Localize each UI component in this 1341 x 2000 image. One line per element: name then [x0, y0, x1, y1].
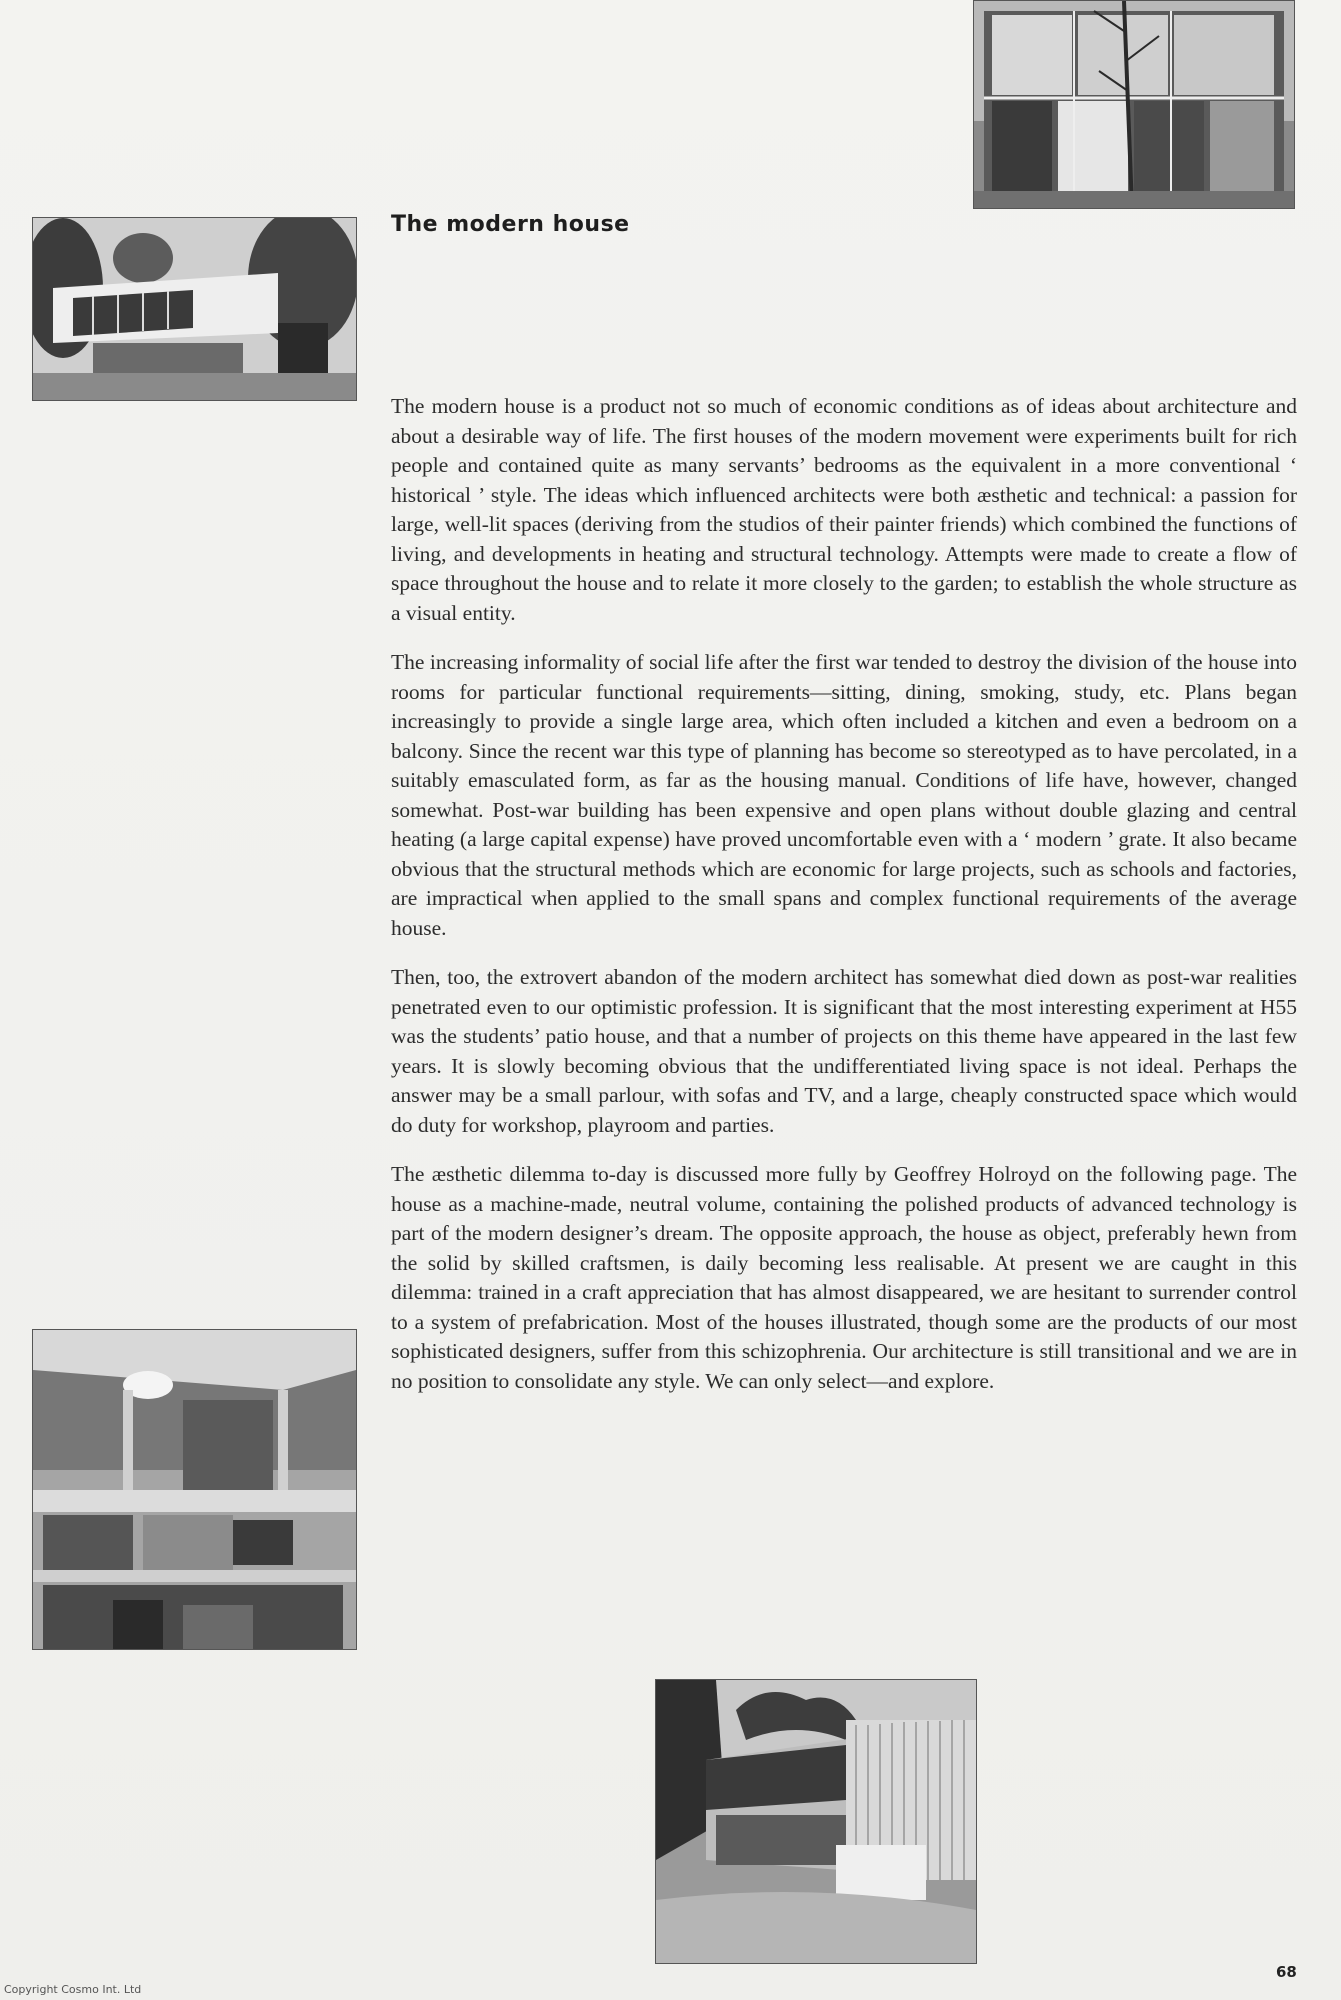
article-body [391, 392, 1297, 1416]
article-title: The modern house [391, 212, 630, 237]
photo-glass-house-facade [973, 0, 1295, 209]
concrete-building-illustration [33, 1330, 356, 1649]
photo-concrete-building [32, 1329, 357, 1650]
glass-house-illustration [974, 1, 1294, 208]
paragraph-1: The modern house is a product not so much of economic conditions as of ideas about architecture and about a desirable way of life. The first houses of the modern movement were experiments built for rich people and contained quite as many servants’ bedrooms as the equivalent in a more conventional ‘ historical ’ style. The ideas which influenced architects were both æsthetic and technical: a passion for large, well-lit spaces (deriving from the studios of their painter friends) which combined the functions of living, and developments in heating and structural technology. Attempts were made to create a flow of space throughout the house and to relate it more closely to the garden; to establish the whole structure as a visual entity. [391, 394, 1297, 625]
photo-slatted-house [655, 1679, 977, 1964]
cantilever-house-illustration [33, 218, 356, 400]
slatted-house-illustration [656, 1680, 976, 1963]
photo-cantilever-house [32, 217, 357, 401]
paragraph-2: The increasing informality of social life after the first war tended to destroy the division of the house into rooms for particular functional requirements—sitting, dining, smoking, study, etc. Plans began increasingly to provide a single large area, which often included a kitchen and even a bedroom on a balcony. Since the recent war this type of planning has become so stereotyped as to have percolated, in a suitably emasculated form, as far as the housing manual. Conditions of life have, however, changed somewhat. Post-war building has been expensive and open plans without double glazing and central heating (a large capital expense) have proved uncomfortable even with a ‘ modern ’ grate. It also became obvious that the structural methods which are economic for large projects, such as schools and factories, are impractical when applied to the small spans and complex functional requirements of the average house. [391, 650, 1297, 940]
page-number: 68 [1276, 1963, 1297, 1981]
copyright-notice: Copyright Cosmo Int. Ltd [4, 1983, 142, 1996]
paragraph-4: The æsthetic dilemma to-day is discussed more fully by Geoffrey Holroyd on the following page. The house as a machine-made, neutral volume, containing the polished products of advanced technology is part of the modern designer’s dream. The opposite approach, the house as object, preferably hewn from the solid by skilled craftsmen, is daily becoming less realisable. At present we are caught in this dilemma: trained in a craft appreciation that has almost disappeared, we are hesitant to surrender control to a system of prefabrication. Most of the houses illustrated, though some are the products of our most sophisticated designers, suffer from this schizophrenia. Our architecture is still transitional and we are in no position to consolidate any style. We can only select—and explore. [391, 1162, 1297, 1393]
paragraph-3: Then, too, the extrovert abandon of the modern architect has somewhat died down as post-war realities penetrated even to our optimistic profession. It is significant that the most interesting experiment at H55 was the students’ patio house, and that a number of projects on this theme have appeared in the last few years. It is slowly becoming obvious that the undifferentiated living space is not ideal. Perhaps the answer may be a small parlour, with sofas and TV, and a large, cheaply constructed space which would do duty for workshop, playroom and parties. [391, 965, 1297, 1137]
